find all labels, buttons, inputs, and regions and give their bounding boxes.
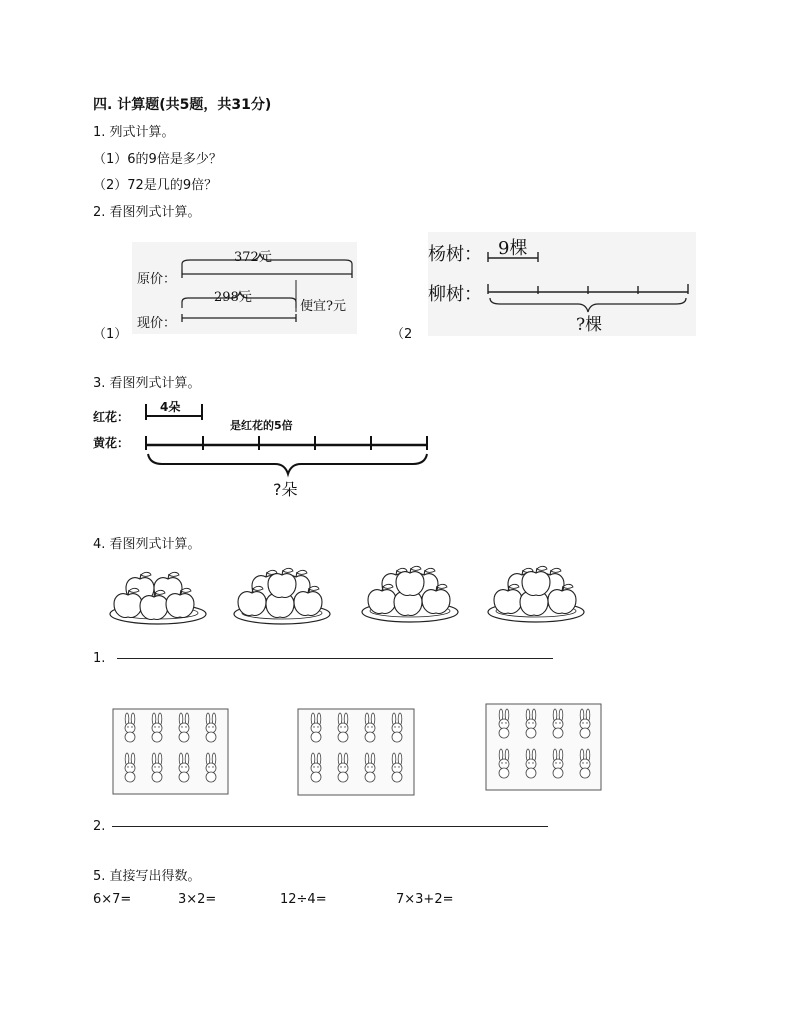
q5-item-1: 6×7= xyxy=(93,892,132,907)
rabbit-frame-1 xyxy=(113,709,228,794)
q2-now-value: 298元 xyxy=(214,290,252,305)
q2-diff-label: 便宜?元 xyxy=(300,299,346,314)
q3-relation: 是红花的5倍 xyxy=(230,419,293,432)
q2-orig-value: 372元 xyxy=(234,250,272,265)
q2-yang-label: 杨树： xyxy=(428,244,482,265)
q5-item-3: 12÷4= xyxy=(280,892,327,907)
q2-total-label: ?棵 xyxy=(576,315,603,335)
rabbit-frame-2 xyxy=(298,709,414,795)
q3-red-label: 红花： xyxy=(93,410,130,424)
q2-part1-number: （1） xyxy=(93,327,128,342)
section-title: 四. 计算题(共5题，共31分) xyxy=(93,97,272,113)
q4-title: 4. 看图列式计算。 xyxy=(93,537,201,552)
q2-part2-number: （2 xyxy=(391,327,413,342)
q4-answer-1-number: 1. xyxy=(93,651,106,666)
q5-item-2: 3×2= xyxy=(178,892,217,907)
q2-orig-label: 原价： xyxy=(137,272,177,287)
q1-title: 1. 列式计算。 xyxy=(93,125,175,140)
q2-liu-label: 柳树： xyxy=(428,284,482,305)
q3-yellow-label: 黄花： xyxy=(93,436,130,450)
q2-now-label: 现价： xyxy=(137,316,177,331)
q3-red-value: 4朵 xyxy=(160,400,181,414)
q1-item-1: （1）6的9倍是多少？ xyxy=(93,152,222,167)
q4-answer-line-2[interactable] xyxy=(112,826,548,827)
q4-answer-2-number: 2. xyxy=(93,819,106,834)
q5-item-4: 7×3+2= xyxy=(396,892,454,907)
q2-yang-value: 9棵 xyxy=(498,238,528,259)
q3-title: 3. 看图列式计算。 xyxy=(93,376,201,391)
rabbit-frame-3 xyxy=(486,704,601,790)
q3-total-label: ?朵 xyxy=(273,480,298,499)
q2-title: 2. 看图列式计算。 xyxy=(93,205,201,220)
q1-item-2: （2）72是几的9倍？ xyxy=(93,178,218,193)
q5-title: 5. 直接写出得数。 xyxy=(93,869,201,884)
